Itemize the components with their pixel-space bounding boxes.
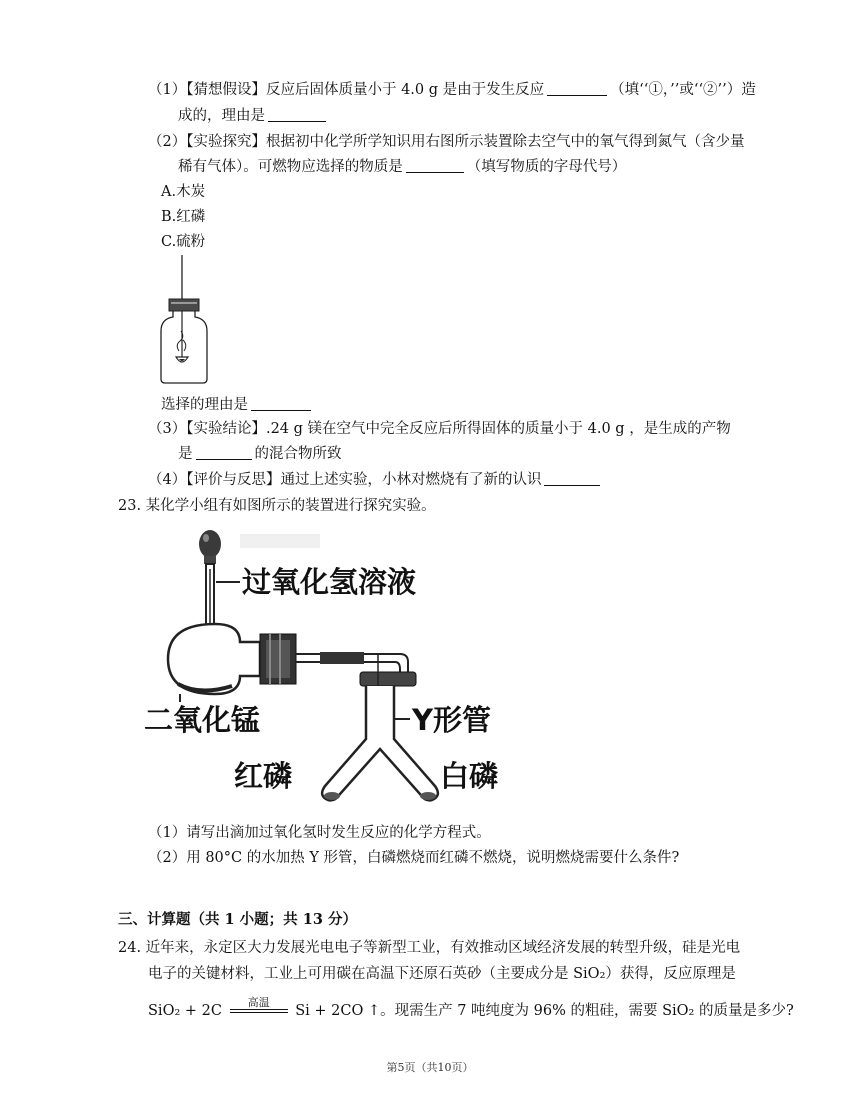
- q22-part1-line1: [148, 80, 756, 100]
- equation-left: SiO₂ + 2C: [148, 1003, 222, 1019]
- experiment-apparatus-figure: [140, 524, 510, 812]
- answer-blank[interactable]: [544, 471, 600, 486]
- reason-line: [161, 395, 314, 415]
- equation-right: Si + 2CO ↑。现需生产 7 吨纯度为 96% 的粗硅，需要 SiO₂ 的质量是多少?: [295, 1003, 794, 1019]
- q24-equation: [148, 996, 794, 1021]
- label-h2o2: 过氧化氢溶液: [242, 565, 417, 599]
- q22-part4-text: （4）【评价与反思】通过上述实验，小林对燃烧有了新的认识: [148, 472, 542, 488]
- label-y-tube: Y形管: [412, 703, 491, 737]
- q22-part1-line2: [178, 106, 329, 126]
- q22-part2-text-c: （填写物质的字母代号）: [466, 159, 627, 175]
- option-a: A.木炭: [161, 184, 206, 200]
- answer-blank[interactable]: [406, 158, 464, 173]
- section-heading: 三、计算题（共 1 小题；共 13 分）: [118, 911, 357, 928]
- answer-blank[interactable]: [547, 81, 607, 96]
- combustion-bottle-figure: [155, 255, 215, 387]
- q22-part3-line1: [148, 419, 731, 439]
- answer-blank[interactable]: [196, 445, 252, 460]
- q22-part2-text-b: 稀有气体）。可燃物应选择的物质是: [178, 159, 403, 175]
- q22-part4-line: [148, 470, 603, 490]
- q22-part3-text-c: 的混合物所致: [254, 446, 342, 462]
- q23-sub1: （1）请写出滴加过氧化氢时发生反应的化学方程式。: [148, 825, 491, 841]
- q22-part3-line2: [178, 444, 342, 464]
- q24-line2: 电子的关键材料，工业上可用碳在高温下还原石英砂（主要成分是 SiO₂）获得，反应原理是: [148, 966, 736, 982]
- answer-blank[interactable]: [251, 396, 311, 411]
- label-white-phosphorus: 白磷: [440, 759, 499, 793]
- q24-line1: 24. 近年来，永定区大力发展光电电子等新型工业，有效推动区域经济发展的转型升级，硅是光电: [118, 940, 741, 956]
- q22-part2-text-a: （2）【实验探究】根据初中化学所学知识用右图所示装置除去空气中的氧气得到氮气（含少量: [148, 134, 745, 150]
- option-b: B.红磷: [161, 209, 206, 225]
- q22-part2-line1: [148, 132, 744, 152]
- page-footer: 第5页（共10页）: [386, 1061, 474, 1074]
- q23-sub2: （2）用 80°C 的水加热 Y 形管，白磷燃烧而红磷不燃烧，说明燃烧需要什么条件?: [148, 850, 680, 866]
- q23-stem: 23. 某化学小组有如图所示的装置进行探究实验。: [118, 498, 436, 514]
- q22-part1-text-c: 成的，理由是: [178, 108, 265, 124]
- label-red-phosphorus: 红磷: [234, 759, 293, 793]
- q22-part1-text-b: （填‘‘①，’’或‘‘②’’）造: [610, 82, 756, 98]
- answer-blank[interactable]: [268, 107, 326, 122]
- q22-part2-line2: [178, 157, 626, 177]
- label-mno2: 二氧化锰: [144, 703, 261, 737]
- q22-part1-text-a: （1）【猜想假设】反应后固体质量小于 4.0 g 是由于发生反应: [148, 82, 545, 98]
- reaction-condition: 高温: [247, 996, 270, 1009]
- q22-part3-text-a: （3）【实验结论】.24 g 镁在空气中完全反应后所得固体的质量小于 4.0 g ，是生成的产物: [148, 421, 731, 437]
- reason-label: 选择的理由是: [161, 397, 248, 413]
- equation-arrow: [230, 996, 288, 1013]
- q22-part3-text-b: 是: [178, 446, 193, 462]
- option-c: C.硫粉: [161, 234, 206, 250]
